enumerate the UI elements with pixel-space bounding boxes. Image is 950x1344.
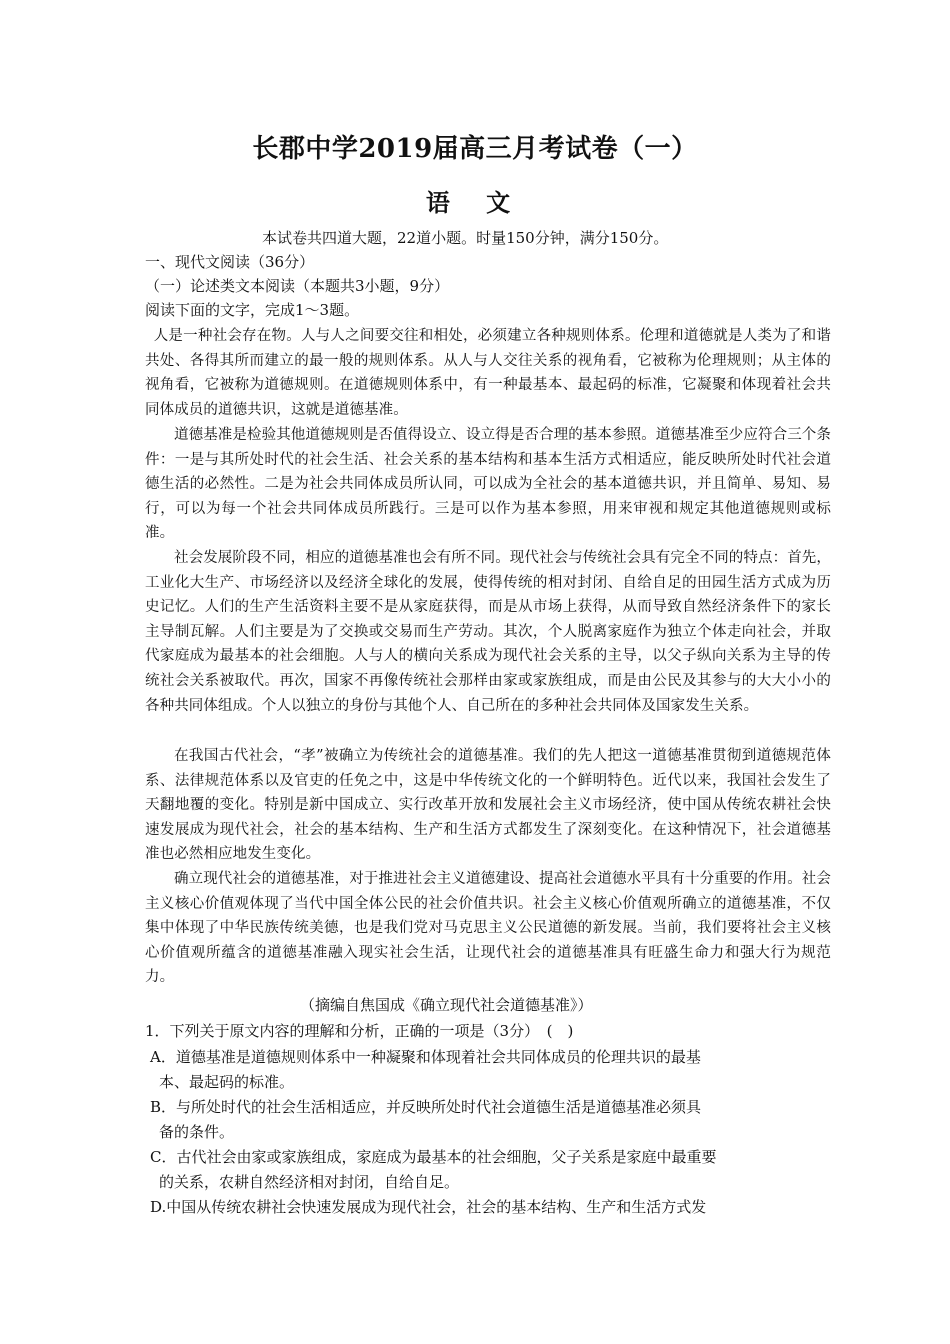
option-a: [150, 1045, 790, 1095]
passage-paragraph-3: 社会发展阶段不同，相应的道德基准也会有所不同。现代社会与传统社会具有完全不同的特点：首先，工业化大生产、市场经济以及经济全球化的发展，使得传统的相对封闭、自给自足的田园生活方式成为历史记忆。人们的生产生活资料主要不是从家庭获得，而是从市场上获得，从而导致自然经济条件下的家长主导制瓦解。人们主要是为了交换或交易而生产劳动。其次，个人脱离家庭作为独立个体走向社会，并取代家庭成为最基本的社会细胞。人与人的横向关系成为现代社会关系的主导，以父子纵向关系为主导的传统社会关系被取代。再次，国家不再像传统社会那样由家或家族组成，而是由公民及其参与的大大小小的各种共同体组成。个人以独立的身份与其他个人、自己所在的多种社会共同体及国家发生关系。: [145, 550, 831, 714]
section-heading: 一、现代文阅读（36分）: [145, 253, 315, 271]
option-b-line-2: 备的条件。: [159, 1123, 235, 1141]
passage-source: （摘编自焦国成《确立现代社会道德基准》）: [300, 996, 593, 1014]
option-d-line-1: D.中国从传统农耕社会快速发展成为现代社会，社会的基本结构、生产和生活方式发: [150, 1198, 707, 1216]
option-c-line-1: C．古代社会由家或家族组成，家庭成为最基本的社会细胞，父子关系是家庭中最重要: [150, 1148, 717, 1166]
option-c-line-2: 的关系，农耕自然经济相对封闭，自给自足。: [159, 1173, 460, 1191]
exam-intro: 本试卷共四道大题，22道小题。时量150分钟，满分150分。: [262, 229, 669, 247]
option-d: [150, 1195, 790, 1220]
option-a-line-2: 本、最起码的标准。: [159, 1073, 295, 1091]
passage-paragraph-5: 确立现代社会的道德基准，对于推进社会主义道德建设、提高社会道德水平具有十分重要的作用。社会主义核心价值观体现了当代中国全体公民的社会价值共识。社会主义核心价值观所确立的道德基准，不仅集中体现了中华民族传统美德，也是我们党对马克思主义公民道德的新发展。当前，我们要将社会主义核心价值观所蕴含的道德基准融入现实社会生活，让现代社会的道德基准具有旺盛生命力和强大行为规范力。: [145, 871, 831, 986]
passage-paragraph-1: 人是一种社会存在物。人与人之间要交往和相处，必须建立各种规则体系。伦理和道德就是人类为了和谐共处、各得其所而建立的最一般的规则体系。从人与人交往关系的视角看，它被称为伦理规则；从主体的视角看，它被称为道德规则。在道德规则体系中，有一种最基本、最起码的标准，它凝聚和体现着社会共同体成员的道德共识，这就是道德基准。: [145, 328, 831, 418]
reading-instruction: 阅读下面的文字，完成1～3题。: [145, 301, 360, 319]
exam-title: 长郡中学2019届高三月考试卷（一）: [252, 134, 698, 164]
sub-section-heading: （一）论述类文本阅读（本题共3小题，9分）: [145, 277, 450, 295]
passage-paragraph-4: 在我国古代社会，“孝”被确立为传统社会的道德基准。我们的先人把这一道德基准贯彻到道德规范体系、法律规范体系以及官吏的任免之中，这是中华传统文化的一个鲜明特色。近代以来，我国社会发生了天翻地覆的变化。特别是新中国成立、实行改革开放和发展社会主义市场经济，使中国从传统农耕社会快速发展成为现代社会，社会的基本结构、生产和生活方式都发生了深刻变化。在这种情况下，社会道德基准也必然相应地发生变化。: [145, 748, 831, 863]
option-a-line-1: A．道德基准是道德规则体系中一种凝聚和体现着社会共同体成员的伦理共识的最基: [150, 1048, 701, 1066]
question-1-stem: 1．下列关于原文内容的理解和分析，正确的一项是（3分） ( ): [145, 1022, 574, 1040]
subject-title: 语 文: [425, 188, 525, 217]
passage-paragraph-2: 道德基准是检验其他道德规则是否值得设立、设立得是否合理的基本参照。道德基准至少应符合三个条件：一是与其所处时代的社会生活、社会关系的基本结构和基本生活方式相适应，能反映所处时代社会道德生活的必然性。二是为社会共同体成员所认同，可以成为全社会的基本道德共识，并且简单、易知、易行，可以为每一个社会共同体成员所践行。三是可以作为基本参照，用来审视和规定其他道德规则或标准。: [145, 427, 831, 542]
option-b-line-1: B．与所处时代的社会生活相适应，并反映所处时代社会道德生活是道德基准必须具: [150, 1098, 702, 1116]
option-b: [150, 1095, 790, 1145]
option-c: [150, 1145, 790, 1195]
